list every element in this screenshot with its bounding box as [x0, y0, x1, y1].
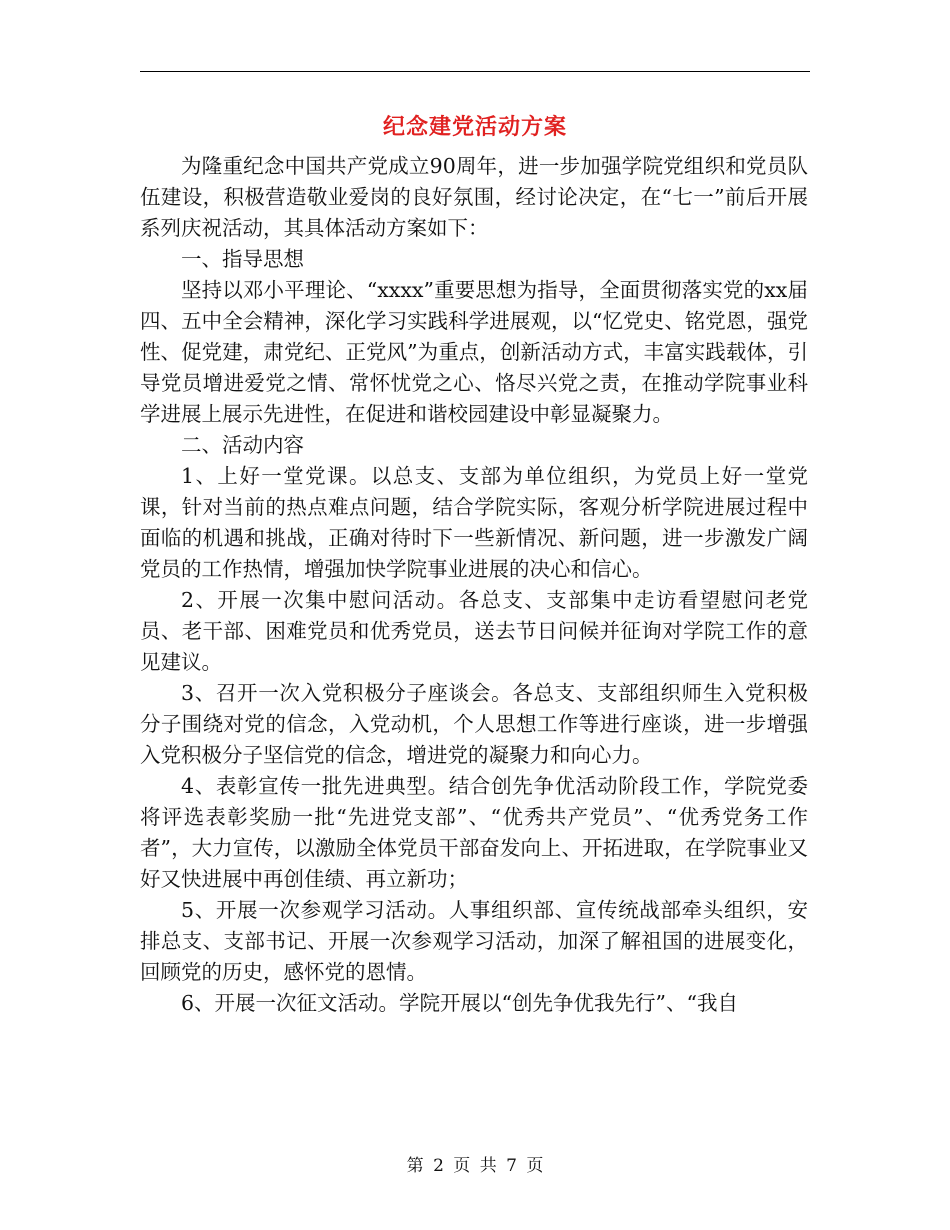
activity-item-6: 6、开展一次征文活动。学院开展以“创先争优我先行”、“我自 — [181, 991, 738, 1015]
guiding-ideology-paragraph: 坚持以邓小平理论、“xxxx”重要思想为指导，全面贯彻落实党的xx届四、五中全会精神，深化学习实践科学进展观，以“忆党史、铭党恩，强党性、促党建，肃党纪、正党风”为重点，创新活动方式，丰富实践载体，引导党员增进爱党之情、常怀忧党之心、恪尽兴党之责，在推动学院事业科学进展上展示先进性，在促进和谐校园建设中彰显凝聚力。 — [140, 278, 808, 426]
header-rule — [140, 71, 810, 72]
document-title: 纪念建党活动方案 — [382, 114, 567, 140]
page-number-footer: 第 2 页 共 7 页 — [406, 1156, 544, 1176]
section-heading-activity-content: 二、活动内容 — [181, 433, 304, 457]
activity-item-4: 4、表彰宣传一批先进典型。结合创先争优活动阶段工作，学院党委将评选表彰奖励一批“先进党支部”、“优秀共产党员”、“优秀党务工作者”，大力宣传，以激励全体党员干部奋发向上、开拓进取，在学院事业又好又快进展中再创佳绩、再立新功； — [140, 774, 808, 891]
document-body — [140, 151, 808, 1019]
intro-paragraph: 为隆重纪念中国共产党成立90周年，进一步加强学院党组织和党员队伍建设，积极营造敬业爱岗的良好氛围，经讨论决定，在“七一”前后开展系列庆祝活动，其具体活动方案如下： — [140, 154, 808, 240]
activity-item-3: 3、召开一次入党积极分子座谈会。各总支、支部组织师生入党积极分子围绕对党的信念，入党动机，个人思想工作等进行座谈，进一步增强入党积极分子坚信党的信念，增进党的凝聚力和向心力。 — [140, 681, 808, 767]
activity-item-2: 2、开展一次集中慰问活动。各总支、支部集中走访看望慰问老党员、老干部、困难党员和优秀党员，送去节日问候并征询对学院工作的意见建议。 — [140, 588, 808, 674]
section-heading-guiding-ideology: 一、指导思想 — [181, 247, 304, 271]
activity-item-5: 5、开展一次参观学习活动。人事组织部、宣传统战部牵头组织，安排总支、支部书记、开展一次参观学习活动，加深了解祖国的进展变化，回顾党的历史，感怀党的恩情。 — [140, 898, 808, 984]
activity-item-1: 1、上好一堂党课。以总支、支部为单位组织，为党员上好一堂党课，针对当前的热点难点问题，结合学院实际，客观分析学院进展过程中面临的机遇和挑战，正确对待时下一些新情况、新问题，进一步激发广阔党员的工作热情，增强加快学院事业进展的决心和信心。 — [140, 464, 808, 581]
